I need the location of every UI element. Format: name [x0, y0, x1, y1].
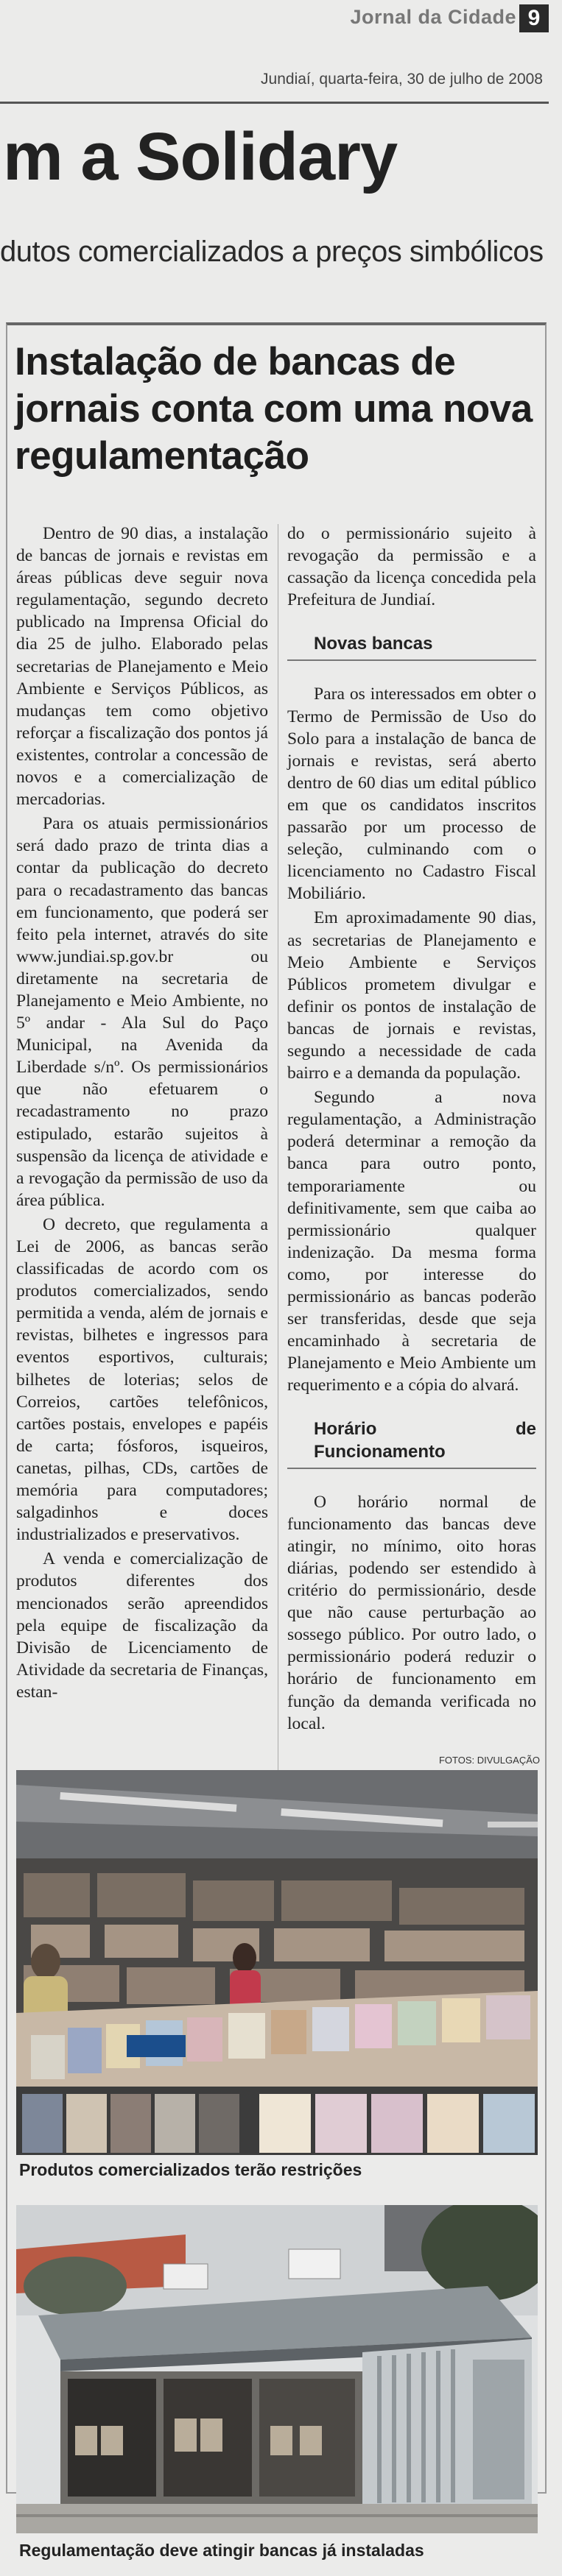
- article-paragraph: Para os interessados em obter o Termo de Permissão de Uso do Solo para a instalação de banca de jornais e revistas, será aberto dentro de 60 dias um edital público em que os candidatos inscritos passarão por um processo de seleção, culminando com o licenciamento no Cadastro Fiscal Mobiliário.: [287, 684, 536, 904]
- newsstand-interior-photo: [16, 1770, 538, 2155]
- section-title-novas-bancas: Novas bancas: [287, 621, 536, 661]
- banner-headline: m a Solidary: [3, 119, 398, 194]
- article-paragraph: O decreto, que regulamenta a Lei de 2006, as bancas serão classificadas de acordo com os produtos comercializados, sendo permitida a venda, além de jornais e revistas, bilhetes e ingressos para eventos esportivos, culturais; bilhetes de loterias; selos de Correios, cartões telefônicos, cartões postais, envelopes e papéis de carta; fósforos, isqueiros, canetas, pilhas, CDs, cartões de memória para computadores; salgadinhos e doces industrializados e preservativos.: [16, 1214, 268, 1545]
- article-column-right: [287, 523, 536, 1737]
- article-paragraph: do o permissionário sujeito à revogação da permissão e a cassação da licença concedida pela Prefeitura de Jundiaí.: [287, 524, 536, 610]
- photo-caption-1: Produtos comercializados terão restrições: [19, 2160, 362, 2179]
- publication-name: Jornal da Cidade: [350, 6, 516, 28]
- newsstand-exterior-illustration: [16, 2205, 538, 2533]
- article-paragraph: Para os atuais permissionários será dado prazo de trinta dias a contar da publicação do decreto para o recadastramento das bancas em funcionamento, que poderá ser feito pela internet, através do site www.jundiai.sp.gov.br ou diretamente na secretaria de Planejamento e Meio Ambiente, no 5º andar - Ala Sul do Paço Municipal, na Avenida da Liberdade s/nº. Os permissionários que não efetuarem o recadastramento no prazo estipulado, estarão sujeitos à suspensão da licença de atividade e a revogação da permissão de uso da área pública.: [16, 814, 268, 1210]
- photo-caption-2: Regulamentação deve atingir bancas já instaladas: [19, 2541, 424, 2560]
- section-title-horario: Horário de Funcionamento: [287, 1406, 536, 1468]
- banner-subheadline: dutos comercializados a preços simbólicos: [0, 236, 544, 268]
- article-title: Instalação de bancas de jornais conta com uma nova regulamentação: [15, 340, 533, 478]
- article-paragraph: Dentro de 90 dias, a instalação de bancas de jornais e revistas em áreas públicas deve seguir nova regulamentação, segundo decreto publicado na Imprensa Oficial do dia 25 de julho. Elaborado pelas secretarias de Planejamento e Meio Ambiente e Serviços Públicos, as mudanças tem como objetivo reforçar a fiscalização dos pontos já existentes, controlar a concessão de novos e a comercialização de mercadorias.: [16, 524, 268, 810]
- article-paragraph: O horário normal de funcionamento das bancas deve atingir, no mínimo, oito horas diárias, podendo ser estendido à critério do permissionário, desde que não cause perturbação ao sossego público. Por outro lado, o permissionário poderá reduzir o horário de funcionamento em função da demanda verificada no local.: [287, 1492, 536, 1733]
- header-rule: [0, 102, 549, 104]
- article-paragraph: A venda e comercialização de produtos diferentes dos mencionados serão apreendidos pela equipe de fiscalização da Divisão de Licenciamento de Atividade da secretaria de Finanças, estan-: [16, 1549, 268, 1702]
- dateline: Jundiaí, quarta-feira, 30 de julho de 2008: [261, 71, 543, 88]
- page-number: 9: [519, 4, 549, 32]
- article-column-left: [16, 523, 268, 1705]
- photo-credit: FOTOS: DIVULGAÇÃO: [438, 1755, 540, 1766]
- article-paragraph: Segundo a nova regulamentação, a Administração poderá determinar a remoção da banca para outro ponto, temporariamente ou definitivamente, sem que caiba ao permissionário qualquer indenização. Da mesma forma como, por interesse do permissionário as bancas poderão ser transferidas, desde que seja encaminhado à secretaria de Planejamento e Meio Ambiente um requerimento e a cópia do alvará.: [287, 1088, 536, 1395]
- newsstand-exterior-photo: [16, 2205, 538, 2533]
- newsstand-interior-illustration: [16, 1770, 538, 2155]
- masthead: [0, 0, 562, 41]
- article-paragraph: Em aproximadamente 90 dias, as secretarias de Planejamento e Meio Ambiente e Serviços Públicos prometem divulgar e definir os pontos de instalação de bancas de jornais e revistas, segundo a necessidade de cada bairro e a demanda da população.: [287, 908, 536, 1083]
